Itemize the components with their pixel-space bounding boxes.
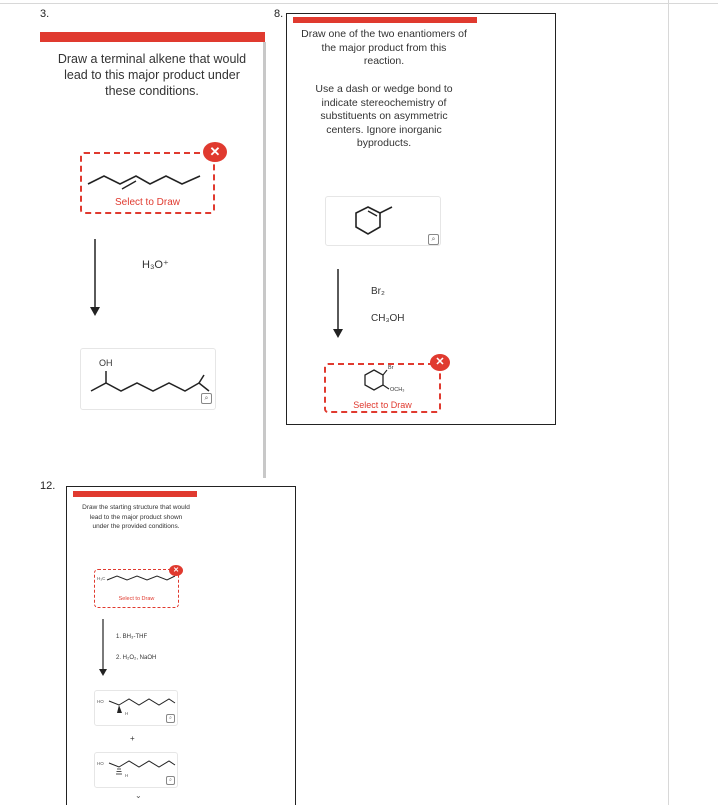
- question-12-reagent-1: 1. BH₃-THF: [116, 634, 148, 640]
- chevron-down-icon[interactable]: ⌄: [135, 791, 142, 800]
- question-12-h-label-2: H: [125, 773, 129, 778]
- question-8-reaction-arrow: [332, 269, 344, 339]
- close-icon[interactable]: ✕: [203, 142, 227, 162]
- question-3-product: [80, 348, 216, 410]
- question-12-product-1-skeleton: [95, 691, 177, 725]
- question-12-header-bar: [73, 491, 197, 497]
- question-12-ho-label-1: HO: [97, 699, 104, 704]
- question-12-product-2-skeleton: [95, 753, 177, 787]
- close-icon[interactable]: ✕: [169, 565, 183, 576]
- question-8-br-label: Br: [388, 365, 394, 371]
- question-8-prompt-1: Draw one of the two enantiomers of the major product from this reaction.: [301, 28, 467, 67]
- top-divider: [0, 3, 718, 4]
- question-3-reaction-arrow: [89, 239, 101, 317]
- question-number-3: 3.: [40, 8, 50, 20]
- question-12-reagent-2: 2. H₂O₂, NaOH: [116, 655, 157, 661]
- question-8-select-to-draw[interactable]: Select to Draw: [353, 400, 412, 410]
- question-12-ho-label-2: HO: [97, 761, 104, 766]
- magnifier-icon[interactable]: ⌕: [166, 714, 175, 723]
- question-12-drawn-alkene: [95, 570, 180, 609]
- question-12-answer-box[interactable]: [94, 569, 179, 608]
- question-12-prompt: Draw the starting structure that would lead to the major product shown under the provided conditions.: [82, 504, 190, 530]
- question-3-prompt: Draw a terminal alkene that would lead to this major product under these conditions.: [57, 52, 247, 98]
- question-number-12: 12.: [40, 480, 56, 492]
- question-3-card: [40, 32, 265, 478]
- question-8-prompt-2: Use a dash or wedge bond to indicate stereochemistry of substituents on asymmetric centers. Ignore inorganic byproducts.: [315, 83, 453, 149]
- question-8-header-bar: [293, 17, 477, 23]
- question-8-methylcyclohexene: [326, 197, 440, 245]
- question-8-reactant: [325, 196, 441, 246]
- question-12-select-to-draw[interactable]: Select to Draw: [118, 596, 155, 602]
- question-12-product-2: [94, 752, 178, 788]
- question-3-reagent: H₃O⁺: [142, 259, 169, 271]
- close-icon[interactable]: ✕: [430, 354, 450, 371]
- magnifier-icon[interactable]: ⌕: [166, 776, 175, 785]
- question-12-plus: +: [130, 734, 135, 743]
- question-3-answer-box[interactable]: [80, 152, 215, 214]
- question-3-oh-label: OH: [99, 358, 113, 368]
- question-12-reaction-arrow: [98, 619, 108, 677]
- question-8-answer-box[interactable]: [324, 363, 441, 413]
- question-number-8: 8.: [274, 8, 284, 20]
- question-8-reagent-2: CH₃OH: [371, 313, 405, 324]
- magnifier-icon[interactable]: ⌕: [428, 234, 439, 245]
- question-8-card: [286, 13, 556, 425]
- question-3-side-border: [263, 42, 266, 478]
- question-8-och3-label: OCH₃: [390, 387, 405, 393]
- question-3-product-skeleton: [81, 349, 215, 409]
- question-12-product-1: [94, 690, 178, 726]
- question-8-reagent-1: Br₂: [371, 286, 385, 297]
- question-12-h-label-1: H: [125, 711, 129, 716]
- question-12-card: [66, 486, 296, 805]
- right-divider: [668, 0, 669, 805]
- question-3-select-to-draw[interactable]: Select to Draw: [114, 197, 181, 208]
- question-12-h3c-label: H₃C: [97, 576, 106, 581]
- question-3-header-bar: [40, 32, 265, 42]
- magnifier-icon[interactable]: ⌕: [201, 393, 212, 404]
